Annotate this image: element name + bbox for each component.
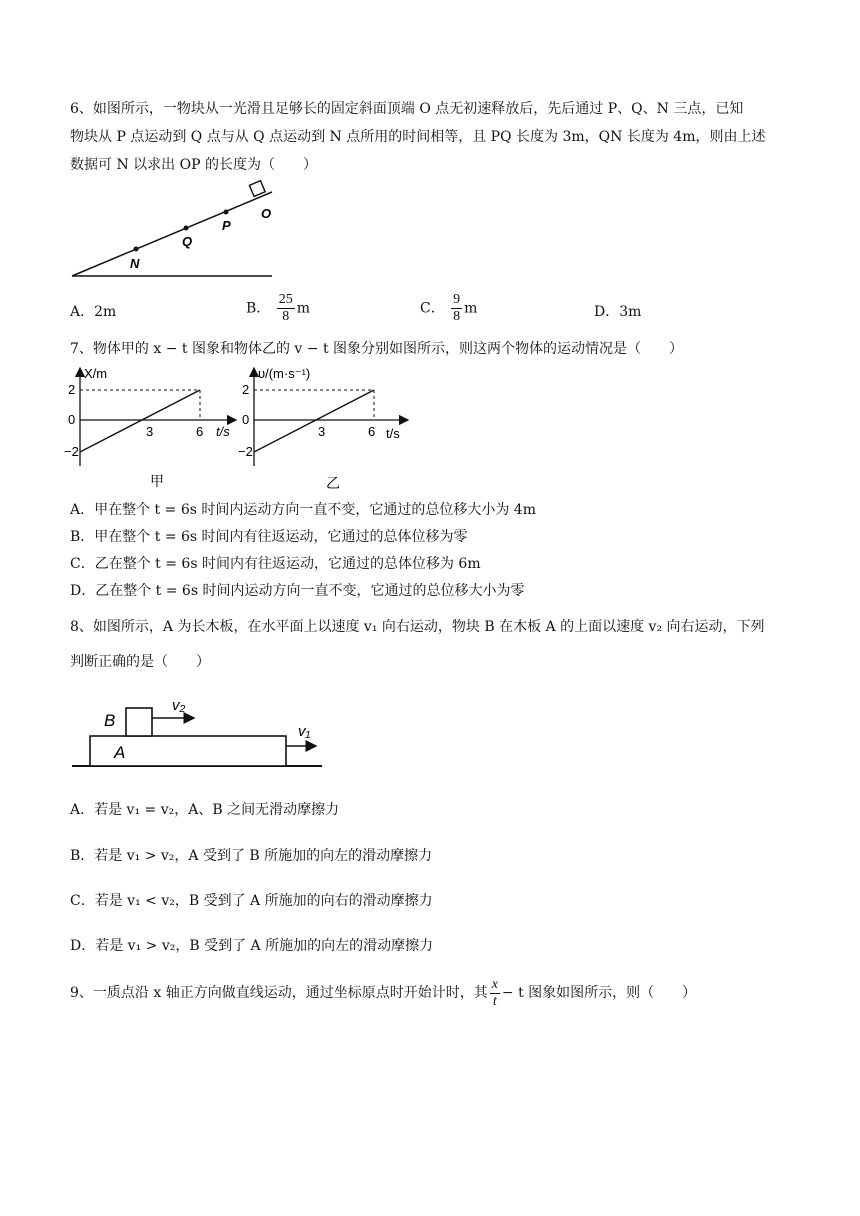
- caption-yi: 乙: [326, 475, 340, 491]
- q8-option-b: B．若是 v₁ > v₂，A 受到了 B 所施加的向左的滑动摩擦力: [70, 848, 433, 864]
- q8-option-d: D．若是 v₁ > v₂，B 受到了 A 所施加的向左的滑动摩擦力: [70, 938, 434, 954]
- y-tick-2: 2: [242, 382, 250, 397]
- graph-line: [80, 390, 200, 452]
- graph-line: [254, 390, 374, 452]
- block-b: [126, 708, 152, 736]
- q7-option-d: D．乙在整个 t = 6s 时间内运动方向一直不变，它通过的总位移大小为零: [70, 583, 525, 599]
- q6-stem-line1: 6、如图所示，一物块从一光滑且足够长的固定斜面顶端 O 点无初速释放后，先后通过 P、Q、N 三点，已知: [70, 101, 744, 117]
- label-v2: v₂: [172, 697, 186, 714]
- fraction-25-8: $\frac{25}{8}$: [278, 292, 293, 324]
- q8-stem-line1: 8、如图所示，A 为长木板，在水平面上以速度 v₁ 向右运动，物块 B 在木板 A 的上面以速度 v₂ 向右运动，下列: [70, 619, 765, 635]
- q8-option-a: A．若是 v₁ = v₂，A、B 之间无滑动摩擦力: [70, 802, 340, 818]
- x-axis-label: t/s: [216, 424, 230, 439]
- x-tick-6: 6: [196, 424, 204, 439]
- label-b: B: [104, 711, 116, 730]
- q8-option-c: C．若是 v₁ < v₂，B 受到了 A 所施加的向右的滑动摩擦力: [70, 893, 433, 909]
- q7-option-a: A．甲在整个 t = 6s 时间内运动方向一直不变，它通过的总位移大小为 4m: [70, 502, 536, 518]
- y-tick-0: 0: [68, 412, 76, 427]
- x-tick-3: 3: [146, 424, 154, 439]
- label-v1: v₁: [298, 723, 311, 740]
- y-tick-neg2: −2: [64, 444, 79, 459]
- point-n: [134, 247, 139, 252]
- q6-stem-line2: 物块从 P 点运动到 Q 点与从 Q 点运动到 N 点所用的时间相等，且 PQ 长度为 3m，QN 长度为 4m，则由上述: [70, 129, 766, 145]
- incline-line: [72, 192, 272, 276]
- x-tick-3: 3: [318, 424, 326, 439]
- label-p: P: [222, 218, 231, 233]
- label-q: Q: [182, 234, 193, 249]
- y-tick-2: 2: [68, 382, 76, 397]
- q8-board-figure: [66, 690, 326, 774]
- y-axis-label: X/m: [84, 366, 108, 381]
- q7-stem: 7、物体甲的 x − t 图象和物体乙的 v − t 图象分别如图所示，则这两个物体的运动情况是（ ）: [70, 341, 684, 357]
- y-axis-label: υ/(m·s⁻¹): [258, 366, 311, 381]
- y-tick-0: 0: [242, 412, 250, 427]
- q6-incline-figure: [60, 178, 290, 282]
- point-q: [184, 226, 189, 231]
- q6-option-d: D．3m: [594, 304, 642, 320]
- x-tick-6: 6: [368, 424, 376, 439]
- x-axis-label: t/s: [386, 426, 400, 441]
- q6-option-c: C． $\frac{9}{8}$ m: [420, 292, 478, 324]
- label-a: A: [114, 743, 126, 762]
- caption-jia: 甲: [150, 473, 164, 489]
- q7-graph-yi: [238, 362, 418, 492]
- label-n: N: [130, 256, 140, 271]
- q8-stem-line2: 判断正确的是（ ）: [70, 654, 210, 670]
- fraction-x-over-t: $\frac{x}{t}$: [491, 976, 498, 1009]
- q6-stem-line3: 数据可 N 以求出 OP 的长度为（ ）: [70, 157, 317, 173]
- q7-option-c: C．乙在整个 t = 6s 时间内有往返运动，它通过的总体位移为 6m: [70, 556, 481, 572]
- q6-option-b: B． $\frac{25}{8}$ m: [246, 292, 311, 324]
- point-p: [224, 210, 229, 215]
- label-o: O: [261, 206, 272, 221]
- fraction-9-8: $\frac{9}{8}$: [453, 292, 461, 324]
- q6-option-a: A．2m: [70, 304, 117, 320]
- q9-stem: 9、一质点沿 x 轴正方向做直线运动，通过坐标原点时开始计时，其 $\frac{x}{t}$ − t 图象如图所示，则（ ）: [70, 976, 697, 1009]
- q7-graph-jia: [66, 362, 246, 492]
- block: [249, 181, 265, 197]
- q7-option-b: B．甲在整个 t = 6s 时间内有往返运动，它通过的总体位移为零: [70, 529, 468, 545]
- y-tick-neg2: −2: [238, 444, 253, 459]
